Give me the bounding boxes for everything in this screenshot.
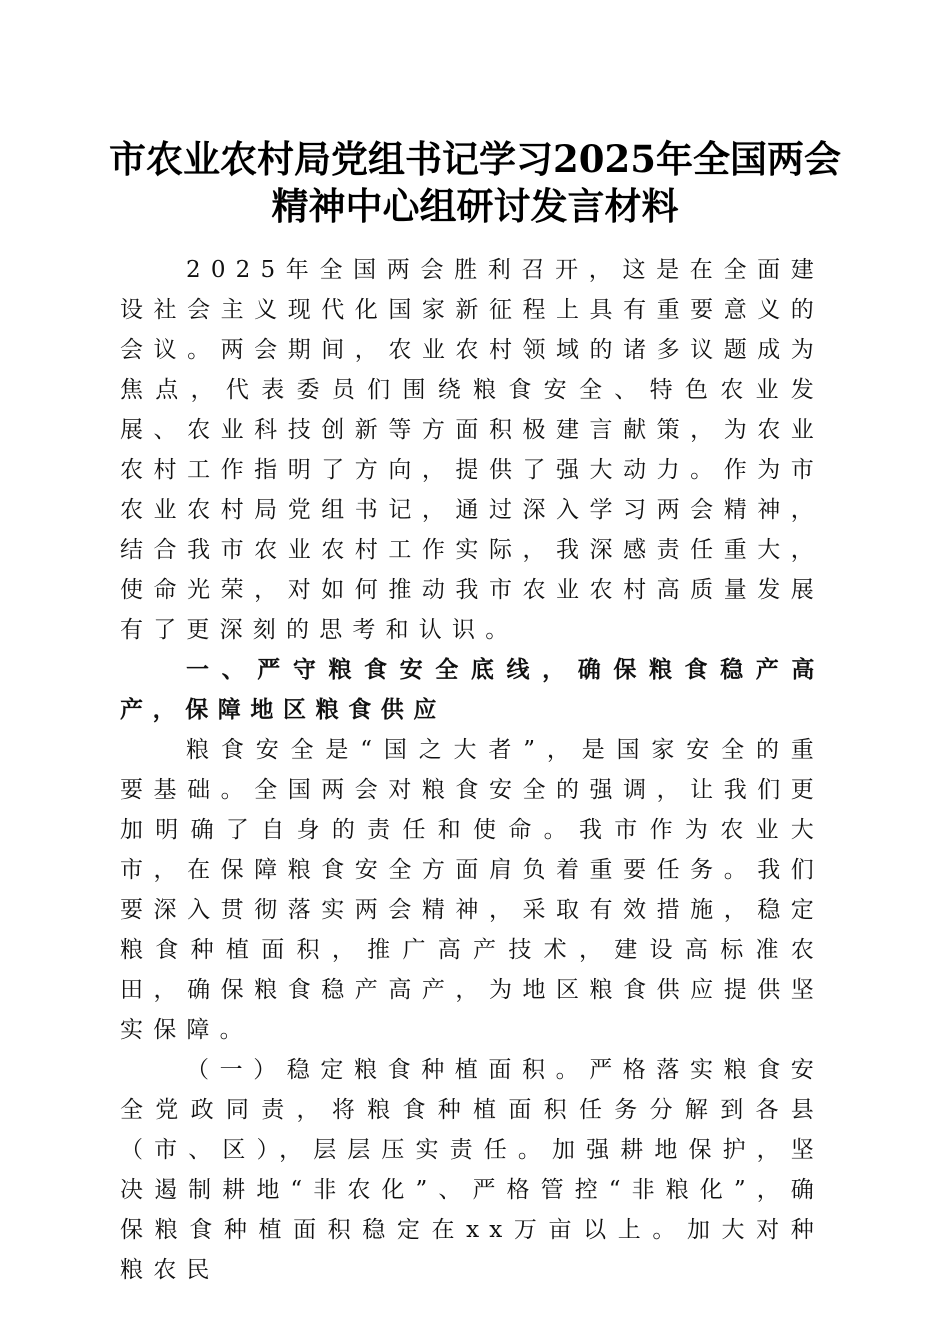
subsection-1-paragraph: （一）稳定粮食种植面积。严格落实粮食安全党政同责，将粮食种植面积任务分解到各县（市、区），层层压实责任。加强耕地保护，坚决遏制耕地“非农化”、严格管控“非粮化”，确保粮食种植面积稳定在xx万亩以上。加大对种粮农民 xyxy=(120,1057,824,1283)
document-title xyxy=(0,136,950,230)
section-1-paragraph: 粮食安全是“国之大者”，是国家安全的重要基础。全国两会对粮食安全的强调，让我们更加明确了自身的责任和使命。我市作为农业大市，在保障粮食安全方面肩负着重要任务。我们要深入贯彻落实两会精神，采取有效措施，稳定粮食种植面积，推广高产技术，建设高标准农田，确保粮食稳产高产，为地区粮食供应提供坚实保障。 xyxy=(120,737,824,1043)
section-heading-1: 一、严守粮食安全底线，确保粮食稳产高产，保障地区粮食供应 xyxy=(120,657,824,723)
title-line-2: 精神中心组研讨发言材料 xyxy=(271,184,679,228)
intro-paragraph: 2025年全国两会胜利召开，这是在全面建设社会主义现代化国家新征程上具有重要意义的会议。两会期间，农业农村领域的诸多议题成为焦点，代表委员们围绕粮食安全、特色农业发展、农业科技创新等方面积极建言献策，为农业农村工作指明了方向，提供了强大动力。作为市农业农村局党组书记，通过深入学习两会精神，结合我市农业农村工作实际，我深感责任重大，使命光荣，对如何推动我市农业农村高质量发展有了更深刻的思考和认识。 xyxy=(120,257,824,643)
document-body xyxy=(120,250,824,1290)
title-line-1: 市农业农村局党组书记学习2025年全国两会 xyxy=(109,137,841,181)
